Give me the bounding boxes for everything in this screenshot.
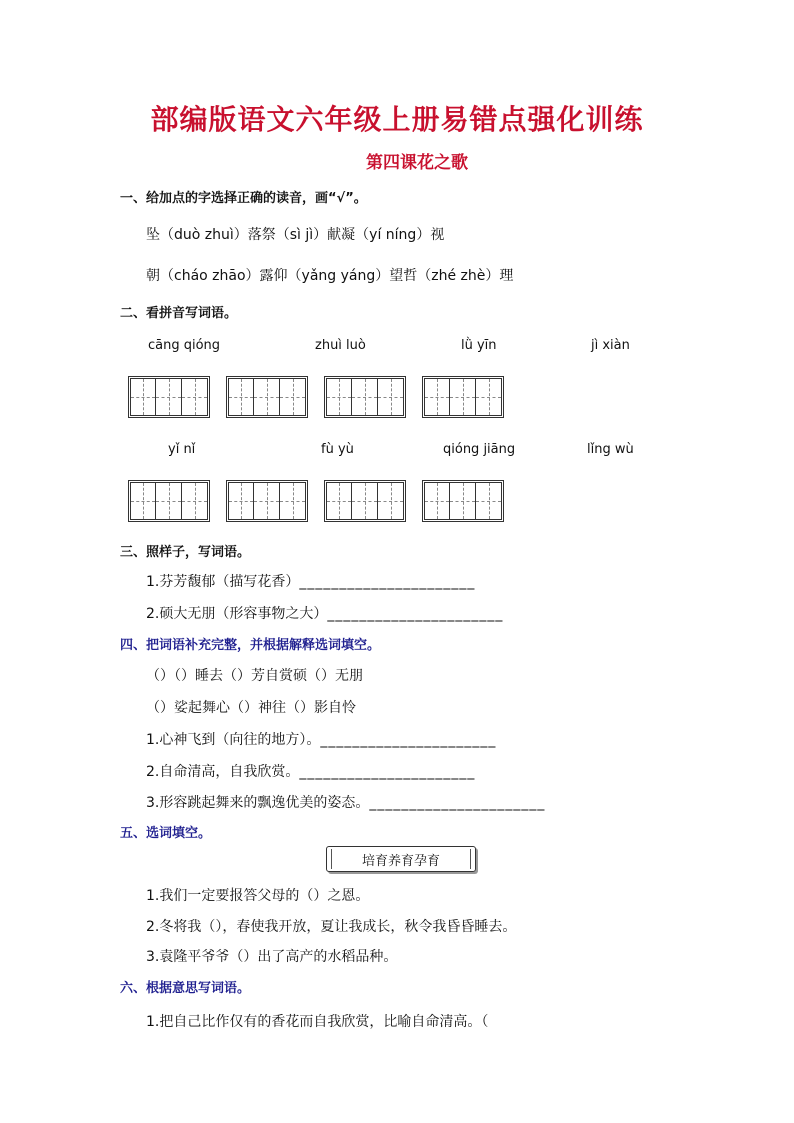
- section4-item3: [146, 792, 545, 812]
- section4-line1: （）（）睡去（）芳自赏硕（）无朋: [146, 668, 363, 684]
- pinyin-qiong-jiang: qióng jiāng: [443, 442, 516, 457]
- section4-line2: （）娑起舞心（）神往（）影自怜: [146, 700, 356, 716]
- section1-line1: 坠（duò zhuì）落祭（sì jì）献凝（yí níng）视: [146, 227, 445, 243]
- section3-item2: [146, 603, 503, 623]
- section3-heading: 三、照样子，写词语。: [120, 545, 251, 560]
- section2-heading: 二、看拼音写词语。: [120, 306, 238, 321]
- section6-heading: 六、根据意思写词语。: [120, 981, 251, 996]
- answer-blank-4-2[interactable]: ______________________: [299, 764, 476, 780]
- word-bank-box: [326, 846, 476, 872]
- section5-item2: 2.冬将我（），春使我开放，夏让我成长，秋令我昏昏睡去。: [146, 919, 517, 935]
- section3-item1: [146, 571, 475, 591]
- section1-heading: 一、给加点的字选择正确的读音，画“√”。: [120, 191, 367, 206]
- answer-grid-7[interactable]: [324, 480, 406, 522]
- answer-blank-3-2[interactable]: ______________________: [327, 606, 504, 622]
- answer-grid-4[interactable]: [422, 376, 504, 418]
- answer-blank-3-1[interactable]: ______________________: [299, 574, 476, 590]
- pinyin-ling-wu: lǐng wù: [587, 442, 634, 457]
- section6-item1: 1.把自己比作仅有的香花而自我欣赏，比喻自命清高。（: [146, 1014, 489, 1030]
- word-bank-text: 培育养育孕育: [361, 853, 440, 869]
- answer-grid-6[interactable]: [226, 480, 308, 522]
- pinyin-ji-xian: jì xiàn: [591, 338, 630, 353]
- answer-grid-5[interactable]: [128, 480, 210, 522]
- section4-item2: [146, 761, 475, 781]
- section5-heading: 五、选词填空。: [120, 826, 212, 841]
- answer-grid-2[interactable]: [226, 376, 308, 418]
- pinyin-cang-qiong: cāng qióng: [148, 338, 221, 353]
- section3-item2-text: 2.硕大无朋（形容事物之大）: [146, 606, 328, 622]
- section5-item3: 3.袁隆平爷爷（）出了高产的水稻品种。: [146, 949, 398, 965]
- answer-grid-1[interactable]: [128, 376, 210, 418]
- section3-item1-text: 1.芬芳馥郁（描写花香）: [146, 574, 300, 590]
- section4-item1-text: 1.心神飞到（向往的地方）。: [146, 732, 321, 748]
- section4-item1: [146, 729, 496, 749]
- answer-grid-8[interactable]: [422, 480, 504, 522]
- section1-line2: 朝（cháo zhāo）露仰（yǎng yáng）望哲（zhé zhè）理: [146, 268, 514, 284]
- worksheet-title: 部编版语文六年级上册易错点强化训练: [150, 103, 644, 136]
- pinyin-fu-yu: fù yù: [321, 442, 354, 457]
- section5-item1: 1.我们一定要报答父母的（）之恩。: [146, 888, 370, 904]
- answer-blank-4-1[interactable]: ______________________: [320, 732, 497, 748]
- pinyin-lu-yin: lǜ yīn: [461, 338, 497, 353]
- answer-grid-3[interactable]: [324, 376, 406, 418]
- answer-blank-4-3[interactable]: ______________________: [369, 795, 546, 811]
- section4-item3-text: 3.形容跳起舞来的飘逸优美的姿态。: [146, 795, 370, 811]
- lesson-subtitle: 第四课花之歌: [366, 153, 468, 173]
- section4-heading: 四、把词语补充完整，并根据解释选词填空。: [120, 638, 381, 653]
- section4-item2-text: 2.自命清高，自我欣赏。: [146, 764, 300, 780]
- pinyin-yi-ni: yǐ nǐ: [168, 442, 196, 457]
- pinyin-zhui-luo: zhuì luò: [315, 338, 366, 353]
